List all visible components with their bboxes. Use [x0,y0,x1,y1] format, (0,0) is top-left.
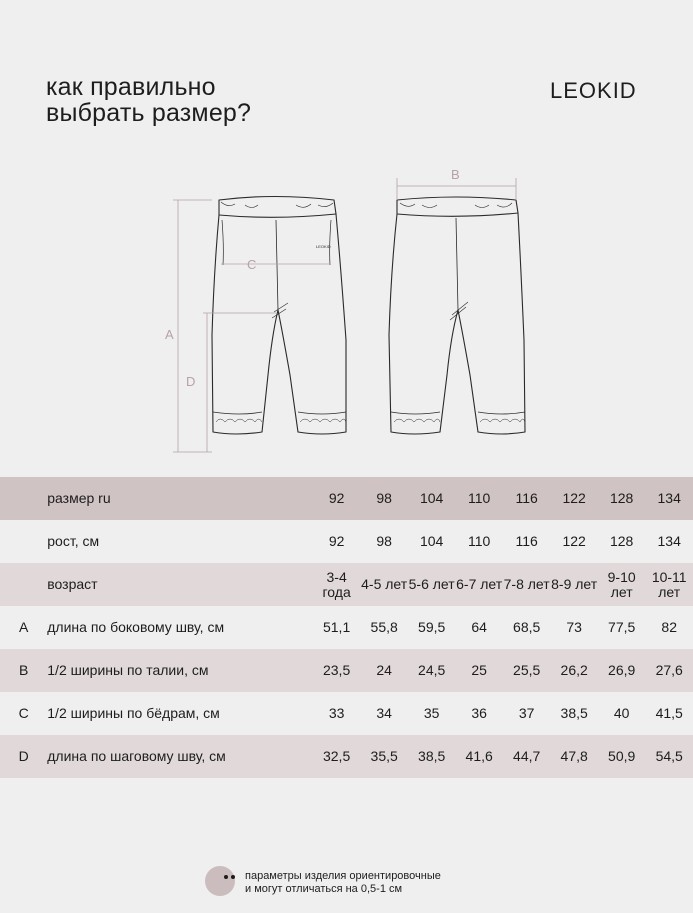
mascot-icon [205,866,235,896]
table-cell: 5-6 лет [408,576,455,592]
footer-note-text [245,870,441,896]
table-cell: 47,8 [560,748,588,764]
table-cell: 116 [515,490,538,506]
dim-label-d: D [186,374,196,389]
table-cell: 82 [661,619,677,635]
table-cell: 128 [609,533,634,549]
footer-note-line-1: параметры изделия ориентировочные [245,870,441,882]
pants-back-drawing [389,197,525,434]
table-cell: 27,6 [655,662,683,678]
page-title [46,74,251,126]
table-cell: 73 [566,619,582,635]
table-cell: 122 [562,533,586,549]
table-cell: 23,5 [322,662,351,678]
table-cell: 26,2 [560,662,588,678]
table-cell: 55,8 [370,619,398,635]
table-cell: 8-9 лет [551,576,598,592]
table-cell: 128 [609,490,634,506]
table-cell: 25,5 [513,662,541,678]
pants-front-drawing [212,197,346,435]
mascot-eye [224,875,228,879]
size-table [0,477,693,778]
row-label: 1/2 ширины по бёдрам, см [47,705,220,721]
table-cell: 98 [376,533,392,549]
row-letter [0,477,47,520]
table-cell: 4-5 лет [361,576,408,592]
table-cell: 6-7 лет [456,576,503,592]
table-cell: 38,5 [418,748,446,764]
table-cell: 98 [376,490,392,506]
title-line-1: как правильно [46,73,216,101]
footer-note-line-2: и могут отличаться на 0,5-1 см [245,883,403,895]
garment-tag: LEOKID [316,244,331,249]
pants-diagram [0,160,693,470]
table-cell: 24,5 [418,662,446,678]
table-cell: 25 [471,662,487,678]
table-cell: 34 [376,705,392,721]
table-cell: 104 [419,533,444,549]
table-cell: 37 [518,705,535,721]
table-cell: 33 [328,705,345,721]
table-cell: 104 [419,490,444,506]
row-label: 1/2 ширины по талии, см [47,662,209,678]
table-cell: 3-4 года [322,568,351,600]
table-cell: 64 [471,619,487,635]
table-cell: 116 [515,533,538,549]
row-letter: C [18,705,29,721]
row-letter [0,563,47,606]
row-letter [0,520,47,563]
table-cell: 92 [328,490,345,506]
row-label: размер ru [47,490,111,506]
table-cell: 24 [376,662,392,678]
dim-label-a: A [165,327,174,342]
table-row [0,735,693,778]
row-label: возраст [47,576,98,592]
table-row [0,563,693,606]
mascot-eye [231,875,235,879]
table-cell: 41,5 [655,705,683,721]
row-letter: D [18,748,29,764]
row-letter: A [18,619,29,635]
table-cell: 92 [328,533,345,549]
table-cell: 122 [562,490,586,506]
table-row [0,649,693,692]
table-cell: 35 [423,705,440,721]
table-row [0,692,693,735]
table-cell: 134 [657,490,681,506]
table-cell: 54,5 [655,748,683,764]
table-cell: 26,9 [608,662,636,678]
table-row [0,606,693,649]
table-cell: 110 [467,533,491,549]
row-letter: B [18,662,29,678]
row-label: длина по шаговому шву, см [47,748,226,764]
table-cell: 50,9 [608,748,636,764]
table-cell: 134 [657,533,681,549]
table-row [0,477,693,520]
title-line-2: выбрать размер? [46,99,252,127]
table-cell: 110 [467,490,491,506]
table-row [0,520,693,563]
table-cell: 36 [471,705,487,721]
brand-logo: LEOKID [550,78,637,103]
table-cell: 51,1 [322,619,351,635]
table-cell: 9-10 лет [607,568,636,600]
table-cell: 10-11 лет [651,568,687,600]
table-cell: 59,5 [418,619,446,635]
table-cell: 7-8 лет [503,576,550,592]
table-cell: 44,7 [513,748,541,764]
table-cell: 77,5 [608,619,636,635]
table-cell: 38,5 [560,705,588,721]
table-cell: 32,5 [322,748,351,764]
table-cell: 35,5 [370,748,398,764]
dim-label-b: B [451,167,460,182]
dim-label-c: C [247,257,257,272]
row-label: рост, см [47,533,100,549]
table-cell: 40 [613,705,630,721]
table-cell: 41,6 [465,748,493,764]
table-cell: 68,5 [513,619,541,635]
row-label: длина по боковому шву, см [47,619,225,635]
